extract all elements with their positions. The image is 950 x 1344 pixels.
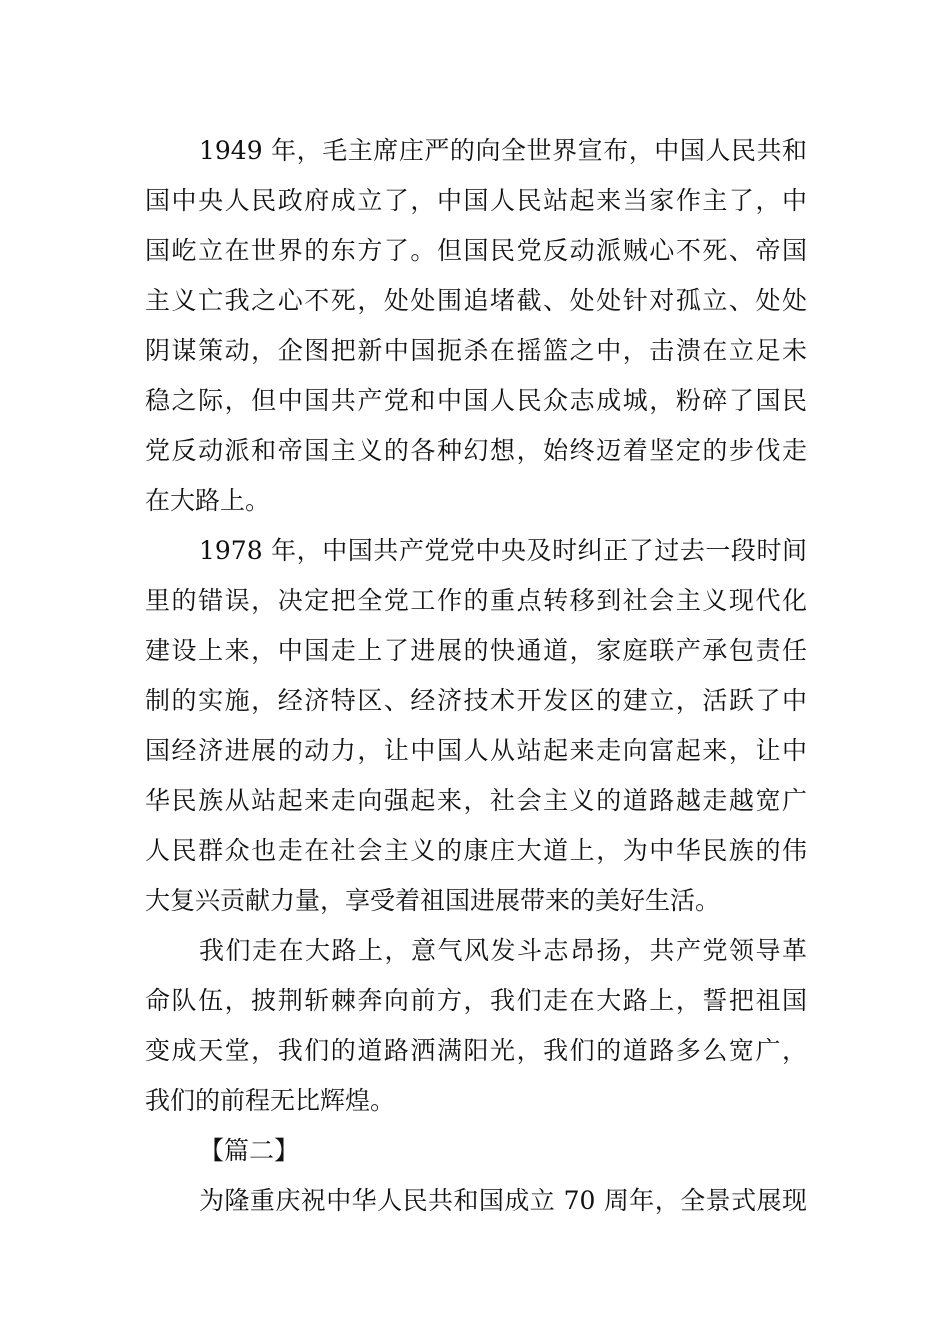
text-line: 党反动派和帝国主义的各种幻想，始终迈着坚定的步伐走: [145, 436, 807, 465]
text-line: 稳之际，但中国共产党和中国人民众志成城，粉碎了国民: [145, 386, 807, 415]
text-line: 人民群众也走在社会主义的康庄大道上，为中华民族的伟: [145, 836, 807, 865]
text-line: 1978 年，中国共产党党中央及时纠正了过去一段时间: [199, 536, 807, 565]
paragraph-1949: [145, 126, 807, 526]
paragraph-1978: [145, 526, 807, 926]
text-line: 国中央人民政府成立了，中国人民站起来当家作主了，中: [145, 186, 807, 215]
text-line: 国屹立在世界的东方了。但国民党反动派贼心不死、帝国: [145, 236, 807, 265]
text-line: 制的实施，经济特区、经济技术开发区的建立，活跃了中: [145, 686, 807, 715]
text-line: 建设上来，中国走上了进展的快通道，家庭联产承包责任: [145, 636, 807, 665]
document-body: [145, 126, 807, 1226]
text-line: 主义亡我之心不死，处处围追堵截、处处针对孤立、处处: [145, 286, 807, 315]
text-line: 国经济进展的动力，让中国人从站起来走向富起来，让中: [145, 736, 807, 765]
paragraph-on-the-road: [145, 926, 807, 1126]
text-line: 我们的前程无比辉煌。: [145, 1086, 396, 1115]
text-line: 阴谋策动，企图把新中国扼杀在摇篮之中，击溃在立足未: [145, 336, 807, 365]
text-line: 大复兴贡献力量，享受着祖国进展带来的美好生活。: [145, 886, 721, 915]
text-line: 华民族从站起来走向强起来，社会主义的道路越走越宽广: [145, 786, 807, 815]
text-line: 命队伍，披荆斩棘奔向前方，我们走在大路上，誓把祖国: [145, 986, 807, 1015]
text-line: 里的错误，决定把全党工作的重点转移到社会主义现代化: [145, 586, 807, 615]
text-line: 为隆重庆祝中华人民共和国成立 70 周年，全景式展现: [199, 1186, 807, 1215]
text-line: 1949 年，毛主席庄严的向全世界宣布，中国人民共和: [199, 136, 807, 165]
text-line: 在大路上。: [145, 486, 271, 515]
text-line: 我们走在大路上，意气风发斗志昂扬，共产党领导革: [199, 936, 807, 965]
text-line: 变成天堂，我们的道路洒满阳光，我们的道路多么宽广，: [145, 1036, 807, 1065]
section-heading: 【篇二】: [199, 1136, 300, 1165]
